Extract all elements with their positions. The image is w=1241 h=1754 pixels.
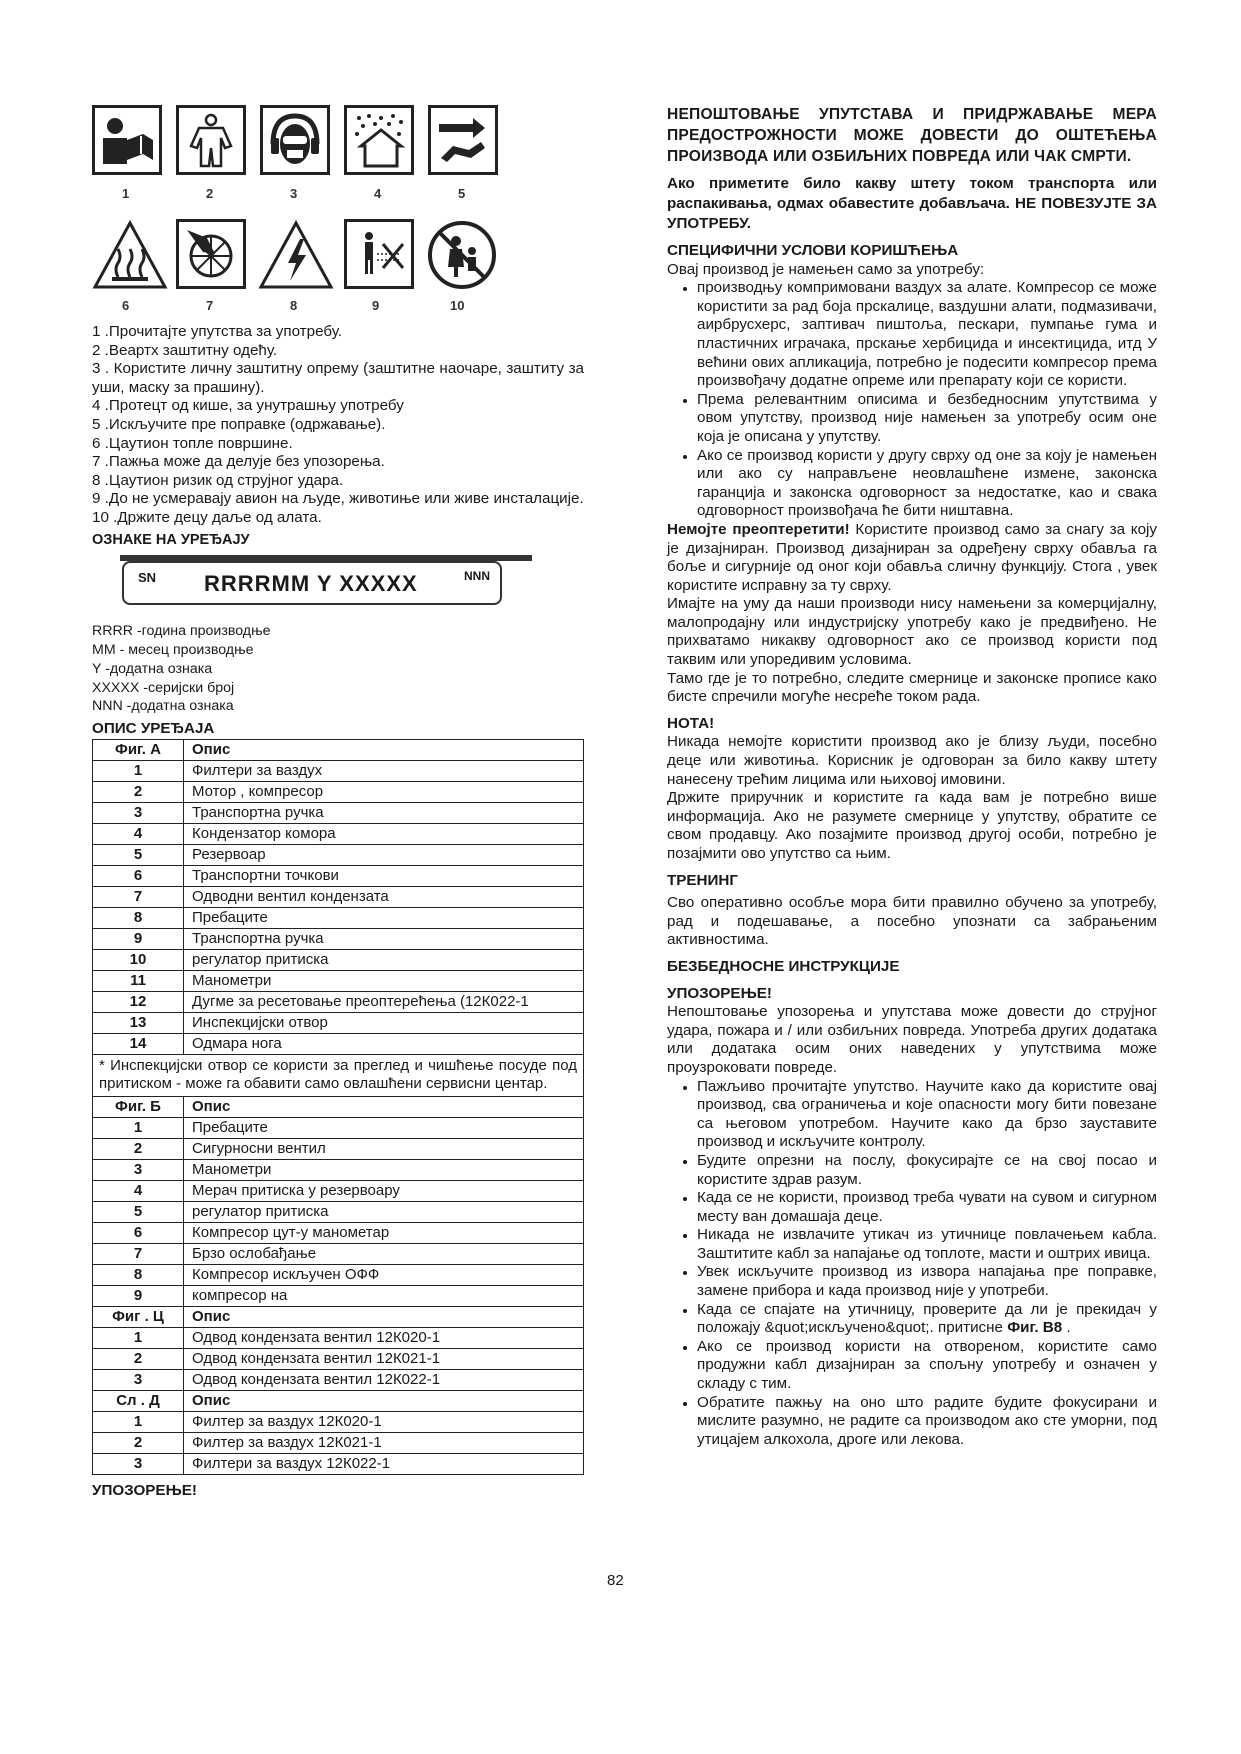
code-item: XXXXX -серијски број xyxy=(92,679,235,696)
special-intro: Овај производ је намењен само за употребу: xyxy=(667,260,985,278)
row-number: 8 xyxy=(93,907,184,928)
list-item: • Будите опрезни на послу, фокусирајте се на свој посао и користите здрав разум. xyxy=(697,1152,1157,1189)
row-number: 3 xyxy=(93,1369,184,1390)
table-row xyxy=(93,1033,584,1054)
table-header: Опис xyxy=(184,1390,584,1411)
legend-item: 7 .Пажња може да делује без упозорења. xyxy=(92,453,385,471)
protective-clothing-icon xyxy=(176,105,246,175)
row-number: 1 xyxy=(93,1327,184,1348)
serial-sn: SN xyxy=(138,570,157,586)
list-item xyxy=(697,1301,1157,1338)
commercial-paragraph: Имајте на уму да наши производи нису намењени за комерцијалну, малопродајну или индустријску употребу како је предвиђено. Не прихватамо никакву одговорност ако се производ користи под таквим или упоредивим условима. xyxy=(667,595,1157,669)
rain-protect-icon xyxy=(344,105,414,175)
row-description: Пребаците xyxy=(184,907,584,928)
row-description: Сигурносни вентил xyxy=(184,1138,584,1159)
socket-fig: Фиг. B8 xyxy=(1007,1319,1063,1337)
table-header: Фиг. Б xyxy=(93,1096,184,1117)
row-description: Филтер за ваздух 12К021-1 xyxy=(184,1432,584,1453)
electric-shock-icon xyxy=(258,219,334,291)
legend-item: 1 .Прочитајте упутства за употребу. xyxy=(92,323,343,340)
row-description: Одвод кондензата вентил 12К022-1 xyxy=(184,1369,584,1390)
code-item: RRRR -година производње xyxy=(92,623,271,640)
table-row xyxy=(93,1285,584,1306)
left-warning-heading: УПОЗОРЕЊЕ! xyxy=(92,1481,197,1499)
table-row xyxy=(93,1348,584,1369)
row-description: Резервоар xyxy=(184,844,584,865)
parts-table xyxy=(92,739,584,1475)
list-item: • Обратите пажњу на оно што радите будите фокусирани и мислите разумно, не радите са производом ако сте уморни, под утицајем алкохола, дроге или лекова. xyxy=(697,1394,1157,1450)
code-item: Y -додатна ознака xyxy=(92,660,213,677)
row-number: 1 xyxy=(93,1411,184,1432)
row-description: Мерач притиска у резервоару xyxy=(184,1180,584,1201)
icon-number: 5 xyxy=(458,186,466,201)
table-row xyxy=(93,1117,584,1138)
row-number: 3 xyxy=(93,1453,184,1474)
training-heading: ТРЕНИНГ xyxy=(667,871,738,889)
row-description: Одводни вентил кондензата xyxy=(184,886,584,907)
table-row xyxy=(93,865,584,886)
hot-surface-icon xyxy=(92,219,168,291)
table-row xyxy=(93,1327,584,1348)
table-header: Опис xyxy=(184,1096,584,1117)
legend-item: 4 .Протецт од кише, за унутрашњу употребу xyxy=(92,397,404,415)
table-row xyxy=(93,928,584,949)
row-number: 6 xyxy=(93,865,184,886)
table-header-row xyxy=(93,739,584,760)
warning-paragraph: Непоштовање упозорења и упутстава може довести до струјног удара, пожара и / или озбиљних повреда. Употреба других додатака или додатака осим оних наведених у упутствима може проузроковати повреде. xyxy=(667,1003,1157,1076)
row-description: Филтер за ваздух 12К020-1 xyxy=(184,1411,584,1432)
row-number: 1 xyxy=(93,760,184,781)
safety-heading: БЕЗБЕДНОСНЕ ИНСТРУКЦИЈЕ xyxy=(667,957,900,975)
row-number: 9 xyxy=(93,1285,184,1306)
row-number: 2 xyxy=(93,1432,184,1453)
row-description: Филтери за ваздух 12К022-1 xyxy=(184,1453,584,1474)
note-paragraph-2: Држите приручник и користите га када вам је потребно више информација. Ако не разумете смернице у упутству, обратите се свом продавцу. Ако позајмите производ другој особи, потребно је позајмити ово упутство са њим. xyxy=(667,789,1157,862)
list-item: • Никада не извлачите утикач из утичнице повлачењем кабла. Заштитите кабл за напајање од топлоте, масти и оштрих ивица. xyxy=(697,1226,1157,1263)
row-number: 13 xyxy=(93,1012,184,1033)
row-number: 3 xyxy=(93,802,184,823)
note-heading: НОТА! xyxy=(667,714,715,732)
page-number: 82 xyxy=(607,1572,624,1589)
row-number: 8 xyxy=(93,1264,184,1285)
table-row xyxy=(93,886,584,907)
table-header: Фиг . Ц xyxy=(93,1306,184,1327)
icon-number: 3 xyxy=(290,186,298,201)
serial-label xyxy=(92,553,584,613)
table-row xyxy=(93,823,584,844)
table-header-row xyxy=(93,1390,584,1411)
table-header: Фиг. А xyxy=(93,739,184,760)
row-number: 9 xyxy=(93,928,184,949)
icon-number: 8 xyxy=(290,298,298,313)
damage-notice: Ако приметите било какву штету током транспорта или распакивања, одмах обавестите добављача. НЕ ПОВЕЗУЈТЕ ЗА УПОТРЕБУ. xyxy=(667,175,1157,232)
serial-code-legend xyxy=(92,622,584,716)
row-number: 10 xyxy=(93,949,184,970)
table-row xyxy=(93,1012,584,1033)
table-row xyxy=(93,1264,584,1285)
row-description: Одмара нога xyxy=(184,1033,584,1054)
icon-number: 2 xyxy=(206,186,214,201)
table-row xyxy=(93,1222,584,1243)
list-item: • Увек искључите производ из извора напајања пре поправке, замене прибора и када производ није у употреби. xyxy=(697,1263,1157,1300)
row-description: Компресор цут-у манометар xyxy=(184,1222,584,1243)
list-item: • Ако се производ користи на отвореном, користите само продужни кабл дизајниран за спољну употребу и означен у складу с тим. xyxy=(697,1338,1157,1394)
caution-heading: НЕПОШТОВАЊЕ УПУТСТАВА И ПРИДРЖАВАЊЕ МЕРА ПРЕДОСТРОЖНОСТИ МОЖЕ ДОВЕСТИ ДО ОШТЕЋЕЊА ПРОИЗВОДА ИЛИ ОЗБИЉНИХ ПОВРЕДА ИЛИ ЧАК СМРТИ. xyxy=(667,106,1157,165)
socket-end: . xyxy=(1062,1319,1071,1337)
table-row xyxy=(93,1369,584,1390)
serial-nnn: NNN xyxy=(464,569,490,584)
table-row xyxy=(93,1138,584,1159)
icon-number: 1 xyxy=(122,186,130,201)
row-number: 7 xyxy=(93,886,184,907)
regulations-paragraph: Тамо где је то потребно, следите смернице и законске прописе како бисте спречили могуће несреће током рада. xyxy=(667,669,1157,706)
list-item: • производњу компримовани ваздух за алате. Компресор се може користити за рад боја прскалице, ваздушни алати, подмазивачи, аирбрусхерс, заптивач пиштоља, пескари, пумпање гума и пластичних играчака, прскање хербицида и инсектицида, итд У већини ових апликација, потребно је подесити компресор према произвођачу додатне опреме или препарату који се користи. xyxy=(697,279,1157,391)
icon-number: 10 xyxy=(450,298,465,313)
row-number: 3 xyxy=(93,1159,184,1180)
legend-item: 8 .Цаутион ризик од струјног удара. xyxy=(92,471,344,489)
row-description: Кондензатор комора xyxy=(184,823,584,844)
row-description: Манометри xyxy=(184,1159,584,1180)
serial-code: RRRRMM Y XXXXX xyxy=(204,571,418,597)
legend-item: 10 .Држите децу даље од алата. xyxy=(92,508,322,526)
row-number: 2 xyxy=(93,781,184,802)
socket-text: Када се спајате на утичницу, проверите да ли је прекидач у положају &quot;искључено&quot;. притисне xyxy=(697,1300,1157,1337)
table-row xyxy=(93,1201,584,1222)
safety-list xyxy=(667,1078,1157,1450)
row-description: Брзо ослобађање xyxy=(184,1243,584,1264)
overload-paragraph xyxy=(667,521,1157,595)
row-description: компресор на xyxy=(184,1285,584,1306)
special-list xyxy=(667,279,1157,521)
table-header: Сл . Д xyxy=(93,1390,184,1411)
table-note-row xyxy=(93,1054,584,1096)
code-item: MM - месец производње xyxy=(92,641,254,658)
row-number: 11 xyxy=(93,970,184,991)
table-row xyxy=(93,970,584,991)
description-heading: ОПИС УРЕЂАЈА xyxy=(92,720,215,738)
no-air-at-people-icon xyxy=(344,219,414,289)
marks-heading: ОЗНАКЕ НА УРЕЂАЈУ xyxy=(92,531,250,548)
read-manual-icon xyxy=(92,105,162,175)
table-row xyxy=(93,1243,584,1264)
row-description: Пребаците xyxy=(184,1117,584,1138)
list-item: • Ако се производ користи у другу сврху од оне за коју је намењен или ако су направљене неовлашћене измене, законска гаранција и законска одговорност за недостатке, као и свака одговорност произвођача ће бити ништавна. xyxy=(697,447,1157,521)
table-row xyxy=(93,844,584,865)
table-header-row xyxy=(93,1306,584,1327)
row-description: регулатор притиска xyxy=(184,1201,584,1222)
legend-item: 9 .До не усмеравају авион на људе, животиње или живе инсталације. xyxy=(92,490,584,508)
row-number: 12 xyxy=(93,991,184,1012)
unplug-icon xyxy=(428,105,498,175)
list-item: • Према релевантним описима и безбедносним упутствима у овом упутству, производ није намењен за употребу осим оне која је описана у упутству. xyxy=(697,391,1157,447)
right-column xyxy=(667,104,1157,1449)
legend-item: 3 . Користите личну заштитну опрему (заштитне наочаре, заштиту за уши, маску за прашину). xyxy=(92,360,584,396)
row-description: Дугме за ресетовање преоптерећења (12К022-1 xyxy=(184,991,584,1012)
row-description: Одвод кондензата вентил 12К020-1 xyxy=(184,1327,584,1348)
row-description: Мотор , компресор xyxy=(184,781,584,802)
legend-item: 2 .Веартх заштитну одећу. xyxy=(92,341,278,359)
row-number: 2 xyxy=(93,1348,184,1369)
row-number: 2 xyxy=(93,1138,184,1159)
table-row xyxy=(93,949,584,970)
row-description: Транспортна ручка xyxy=(184,928,584,949)
row-number: 4 xyxy=(93,823,184,844)
legend-item: 5 .Искључите пре поправке (одржавање). xyxy=(92,415,386,433)
table-row xyxy=(93,1432,584,1453)
row-number: 5 xyxy=(93,1201,184,1222)
table-row xyxy=(93,907,584,928)
note-paragraph: Никада немојте користити производ ако је близу људи, посебно деце или животиња. Корисник је одговоран за било какву штету нанесену трећим лицима или њиховој имовини. xyxy=(667,733,1157,788)
row-number: 5 xyxy=(93,844,184,865)
row-description: регулатор притиска xyxy=(184,949,584,970)
row-description: Транспортни точкови xyxy=(184,865,584,886)
row-number: 7 xyxy=(93,1243,184,1264)
warning-heading: УПОЗОРЕЊЕ! xyxy=(667,984,772,1002)
list-item: • Пажљиво прочитајте упутство. Научите како да користите овај производ, сва ограничења и које опасности могу бити повезане са његовом употребом. Научите како да брзо зауставите производ и искључите контролу. xyxy=(697,1078,1157,1152)
overload-bold: Немојте преоптеретити! xyxy=(667,520,850,538)
row-number: 6 xyxy=(93,1222,184,1243)
symbol-legend xyxy=(92,323,584,1500)
icon-number: 6 xyxy=(122,298,130,313)
special-conditions-heading: СПЕЦИФИЧНИ УСЛОВИ КОРИШЋЕЊА xyxy=(667,242,959,259)
row-description: Одвод кондензата вентил 12К021-1 xyxy=(184,1348,584,1369)
table-row xyxy=(93,760,584,781)
icon-number: 9 xyxy=(372,298,380,313)
row-number: 14 xyxy=(93,1033,184,1054)
table-header: Опис xyxy=(184,1306,584,1327)
row-number: 1 xyxy=(93,1117,184,1138)
code-item: NNN -додатна ознака xyxy=(92,698,234,715)
row-description: Компресор искључен ОФФ xyxy=(184,1264,584,1285)
legend-item: 6 .Цаутион топле површине. xyxy=(92,434,293,452)
icon-number: 7 xyxy=(206,298,214,313)
table-header-row xyxy=(93,1096,584,1117)
table-row xyxy=(93,1453,584,1474)
row-description: Филтери за ваздух xyxy=(184,760,584,781)
table-row xyxy=(93,1180,584,1201)
overload-text: Користите производ само за снагу за коју је дизајниран. Производ дизајниран за одређену сврху обавља га боље и сигурније од оног који обавља сличну функцију. Стога , увек користите исправну за ту сврху. xyxy=(667,520,1157,594)
row-description: Манометри xyxy=(184,970,584,991)
table-row xyxy=(93,781,584,802)
icon-number: 4 xyxy=(374,186,382,201)
table-header: Опис xyxy=(184,739,584,760)
protective-equipment-icon xyxy=(260,105,330,175)
row-number: 4 xyxy=(93,1180,184,1201)
row-description: Инспекцијски отвор xyxy=(184,1012,584,1033)
table-row xyxy=(93,802,584,823)
table-row xyxy=(93,1159,584,1180)
training-paragraph: Сво оперативно особље мора бити правилно обучено за употребу, рад и подешавање, а посебно упознати са забрањеним активностима. xyxy=(667,894,1157,949)
keep-children-away-icon xyxy=(426,219,498,291)
table-row xyxy=(93,1411,584,1432)
list-item: • Када се не користи, производ треба чувати на сувом и сигурном месту ван домашаја деце. xyxy=(697,1189,1157,1226)
table-row xyxy=(93,991,584,1012)
inspection-note: * Инспекцијски отвор се користи за преглед и чишћење посуде под притиском - може га обавити само овлашћени сервисни центар. xyxy=(93,1054,584,1096)
auto-start-icon xyxy=(176,219,246,289)
row-description: Транспортна ручка xyxy=(184,802,584,823)
